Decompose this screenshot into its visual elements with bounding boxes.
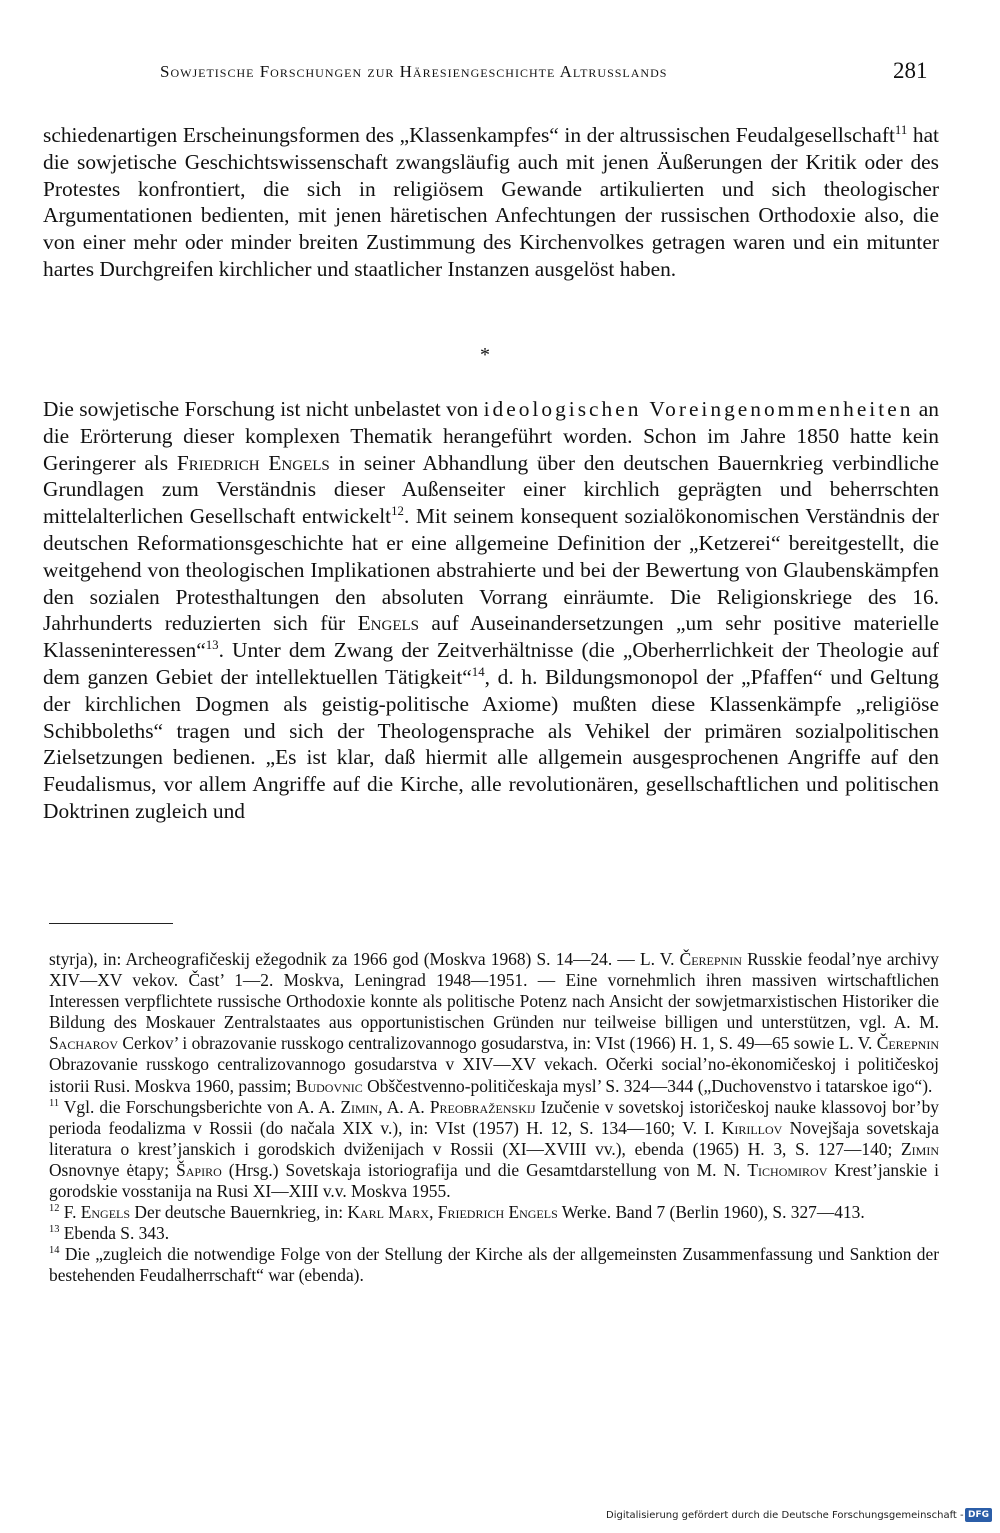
digitization-credit: Digitalisierung gefördert durch die Deutsche Forschungsgemeinschaft - xyxy=(606,1510,964,1521)
text: in seiner Abhandlung über den deutschen Bauernkrieg verbindliche Grundlagen zum Verständnis dieser Außenseiter einer kirchlich geprägten und beherrschten mittelalterlichen Gesellschaft entwickelt xyxy=(43,450,939,529)
footnote-continued xyxy=(49,949,939,1097)
text: Werke. Band 7 (Berlin 1960), S. 327—413. xyxy=(557,1202,865,1223)
text: Russkie feodal’nye archivy XIV—XV vekov. Čast’ 1—2. Moskva, Leningrad 1948—1951. — Eine vornehmlich ihren massiven wirtschaftlichen Interessen verpflichtete russische Orthodoxie konnte als politische Potenz nach Ansicht der sowjetmarxistischen Historiker die Bildung des Moskauer Zentralstaates aus opportunistischen Gründen nur teilweise billigen und unterstützen, vgl. A. M. xyxy=(49,949,939,1033)
author-name: Karl Marx, Friedrich Engels xyxy=(347,1202,558,1223)
text: Izučenie v sovetskoj istoričeskoj nauke klassovoj bor’by perioda feodalizma v Rossii (do načala XIX v.), in: VIst (1957) H. 12, S. 134—160; V. I. xyxy=(49,1096,939,1138)
footnote-ref-14[interactable]: 14 xyxy=(471,664,485,679)
author-name: Preobraženskij xyxy=(429,1096,536,1117)
footnote-number: 12 xyxy=(49,1203,60,1215)
footnote-number: 13 xyxy=(49,1224,60,1236)
footnote-number: 11 xyxy=(49,1097,60,1109)
footnote-number: 14 xyxy=(49,1245,60,1257)
author-name: Zimin xyxy=(901,1138,939,1159)
footnote-ref-12[interactable]: 12 xyxy=(391,504,404,519)
author-name: Tichomirov xyxy=(747,1159,828,1180)
text: . Mit seinem konsequent sozialökonomischen Verständnis der deutschen Reformationsgeschichte hat er eine allgemeine Definition der „Ketzerei“ bereitgestellt, die weitgehend von theologischen Implikationen abstrahierte und bei der Bewertung von Glaubenskämpfen den sozialen Protesthaltungen den absoluten Vorrang einräumte. Die Religionskriege des 16. Jahrhunderts reduzierten sich für xyxy=(43,504,939,636)
author-name: Sacharov xyxy=(49,1033,119,1054)
footnote-ref-11[interactable]: 11 xyxy=(894,122,908,137)
footnote-14 xyxy=(49,1244,939,1286)
text: Obščestvenno-političeskaja mysl’ S. 324—344 („Duchovenstvo i tatarskoe igo“). xyxy=(362,1075,933,1096)
emphasis-spaced: ideologischen Voreingenommenheiten xyxy=(483,397,914,421)
footnote-12 xyxy=(49,1202,939,1223)
text: Krest’janskie i gorodskie vosstanija na Rusi XI—XIII v.v. Moskva 1955. xyxy=(49,1159,939,1202)
text: . Unter dem Zwang der Zeitverhältnisse (die „Oberherrlichkeit der Theologie auf dem ganzen Gebiet der intellektuellen Tätigkeit“ xyxy=(43,638,939,689)
author-name: Engels xyxy=(80,1202,131,1223)
text: Osnovnye ėtapy; xyxy=(49,1159,177,1180)
text: (Hrsg.) Sovetskaja istoriografija und die Gesamtdarstellung von M. N. xyxy=(221,1159,748,1180)
text: Cerkov’ i obrazovanie russkogo centralizovannogo gosudarstva, in: VIst (1966) H. 1, S. 49—65 sowie L. V. xyxy=(118,1033,877,1054)
text: , A. A. xyxy=(378,1096,430,1117)
text: Obrazovanie russkogo centralizovannogo gosudarstva v XIV—XV vekach. Očerki social’no-ėkonomičeskoj i političeskoj istorii Rusi. Moskva 1960, passim; xyxy=(49,1054,939,1096)
footnote-11 xyxy=(49,1097,939,1202)
text: auf Auseinandersetzungen „um sehr positive materielle Klasseninteressen“ xyxy=(43,611,940,663)
text: Die sowjetische Forschung ist nicht unbelastet von xyxy=(43,397,484,421)
author-name: Kirillov xyxy=(721,1117,783,1138)
author-name: Čerepnin xyxy=(679,949,742,969)
author-name: Engels xyxy=(357,611,419,636)
text: styrja), in: Archeografičeskij ežegodnik za 1966 god (Moskva 1968) S. 14—24. — L. V. xyxy=(49,949,680,969)
text: Novejšaja sovetskaja literatura o krest’janskich i gorodskich dviženijach v Rossii (XI—XVIII vv.), ebenda (1965) H. 3, S. 127—140; xyxy=(49,1117,939,1159)
text: F. xyxy=(59,1202,81,1223)
page-number: 281 xyxy=(893,58,928,83)
footnotes xyxy=(49,949,939,1287)
text: Ebenda S. 343. xyxy=(59,1223,170,1244)
text: , d. h. Bildungsmonopol der „Pfaffen“ und Geltung der kirchlichen Dogmen als geistig-politische Axiome) mußten diese Klassenkämpfe „religiöse Schibboleths“ tragen und sich der Theologensprache als Vehikel der primären sozialpolitischen Zielsetzungen bedienen. „Es ist klar, daß hiermit alle allgemein ausgesprochenen Angriffe auf den Feudalismus, vor allem Angriffe auf die Kirche, alle revolutionären, gesellschaftlichen und politischen Doktrinen zugleich und xyxy=(43,664,939,823)
footnote-rule xyxy=(49,923,173,924)
text: an die Erörterung dieser komplexen Thematik herangeführt worden. Schon im Jahre 1850 hatte kein Geringerer als xyxy=(43,397,939,475)
author-name: Budovnic xyxy=(295,1075,363,1096)
footnote-13 xyxy=(49,1223,939,1244)
text: schiedenartigen Erscheinungsformen des „Klassenkampfes“ in der altrussischen Feudalgesellschaft xyxy=(43,123,895,147)
footnote-ref-13[interactable]: 13 xyxy=(205,638,219,653)
author-name: Čerepnin xyxy=(876,1033,939,1054)
text: hat die sowjetische Geschichtswissenschaft zwangsläufig auch mit jenen Äußerungen der Kritik oder des Protestes konfrontiert, die sich in religiösem Gewande artikulierten und sich theologischer Argumentationen bedienten, mit jenen häretischen Anfechtungen der russischen Orthodoxie also, die von einer mehr oder minder breiten Zustimmung des Kirchenvolkes getragen waren und ein mitunter hartes Durchgreifen kirchlicher und staatlicher Instanzen ausgelöst haben. xyxy=(43,123,939,281)
dfg-logo[interactable]: DFG xyxy=(965,1508,992,1522)
author-name: Zimin xyxy=(340,1096,379,1117)
author-name: Šapiro xyxy=(176,1159,222,1180)
author-name: Friedrich Engels xyxy=(176,450,330,475)
body-paragraph-1 xyxy=(43,122,939,283)
section-separator: * xyxy=(480,344,490,366)
running-head: Sowjetische Forschungen zur Häresiengeschichte Altrusslands xyxy=(160,62,668,81)
body-paragraph-2 xyxy=(43,396,939,825)
text: Der deutsche Bauernkrieg, in: xyxy=(130,1202,348,1223)
text: Vgl. die Forschungsberichte von A. A. xyxy=(59,1096,341,1117)
text: Die „zugleich die notwendige Folge von der Stellung der Kirche als der allgemeinsten Zusammenfassung und Sanktion der bestehenden Feudalherrschaft“ war (ebenda). xyxy=(49,1244,939,1286)
